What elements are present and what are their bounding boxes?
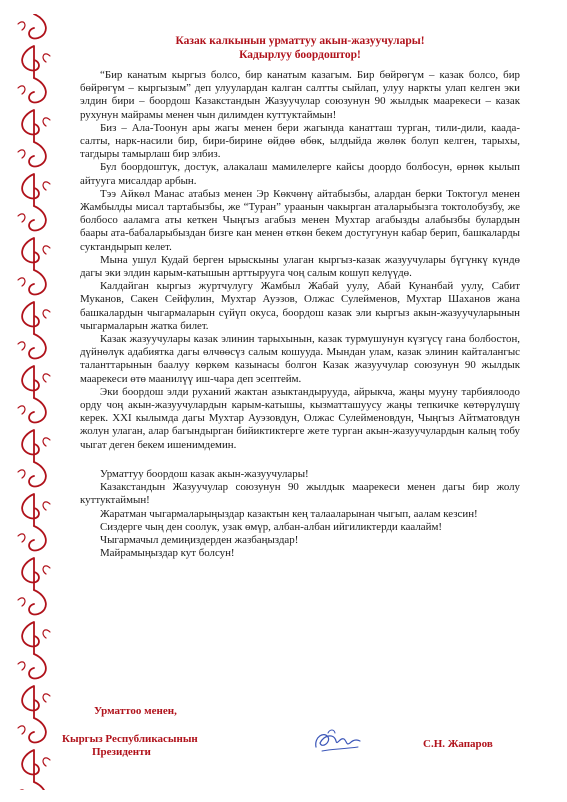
signature-icon [310,725,365,757]
letter-body [80,69,520,452]
signatory-title-line-2: Президенти [92,746,151,758]
regards-text: Урматтоо менен, [94,705,177,717]
letter-closing [80,468,520,560]
ornamental-border-icon [14,14,54,790]
paragraph: Бул боордоштук, достук, алакалаш мамилелерге кайсы доордо болбосун, өрнөк кылып айтууга мисалдар арбын. [80,161,520,187]
paragraph: Калдайган кыргыз журтчулугу Жамбыл Жабай уулу, Абай Кунанбай уулу, Сабит Муканов, Сакен Сейфулин, Мухтар Ауэзов, Олжас Сулейменов, Мухтар Шаханов жана башкалардын чыгармаларын сүйүп окуса, боордош казак эли кыргыз акын-жазуучуларынын чыгармаларын жатка билет. [80,280,520,332]
paragraph: Эки боордош элди руханий жактан азыктандырууда, айрыкча, жаңы мууну тарбиялоодо орду чоң акын-жазуучулардын карым-катышы, кызматташуусу жаңы тепкичке көтөрүлүшү керек. XXI кылымда дагы Мухтар Ауэзовдун, Олжас Сулейменовдун, Чыңгыз Айтматовдун жолун улаган, алар багындырган бийиктиктерге жете турган акын-жазуучулардын калың тобу чыгат деген бекем ишенимдемин. [80,385,520,451]
closing-line: Казакстандын Жазуучулар союзунун 90 жылдык маарекеси менен дагы бир жолу куттуктаймын! [80,481,520,507]
paragraph: Биз – Ала-Тоонун ары жагы менен бери жагында канатташ турган, тили-дили, каада-салты, нарк-насили бир, бири-бирине өйдөө өбөк, ылдыйда жөлөк болуп келген, тарыхы, тагдыры тамырлаш бир элбиз. [80,121,520,161]
closing-line: Жаратман чыгармаларыңыздар казактын кең талааларынан чыгып, аалам кезсин! [100,507,478,520]
paragraph: Казак жазуучулары казак элинин тарыхынын, казак турмушунун күзгүсү гана болбостон, дүйнөлүк адабиятка дагы өлчөөсүз салым кошууда. Мындан улам, казак элинин кайталангыс таланттарынын баалуу көркөм казынасы болгон Казак жазуучулар союзунун 90 жылдык маарекеси өтө маанилүү иш-чара деп эсептейм. [80,333,520,385]
letter-content [80,34,520,560]
signatory-name: С.Н. Жапаров [423,738,493,750]
greeting-line-1: Казак калкынын урматтуу акын-жазуучулары! [175,35,425,47]
closing-line: Сиздерге чың ден соолук, узак өмүр, албан-албан ийгиликтерди каалайм! [100,520,442,533]
paragraph: Мына ушул Кудай берген ырыскыны улаган кыргыз-казак жазуучулары бүгүнкү күндө дагы эки элдин карым-катышын арттырууга чоң салым кошуп келүүдө. [80,253,520,280]
closing-line: Майрамыңыздар кут болсун! [100,547,235,560]
greeting-line-2: Кадырлуу боордоштор! [239,49,361,61]
closing-line: Чыгармачыл демиңиздерден жазбаңыздар! [100,533,299,546]
paragraph: Тээ Айкөл Манас атабыз менен Эр Көкчөнү айтабызбы, алардан берки Токтогул менен Жамбылды мисал тартабызбы, же “Туран” ураанын чакырган аталарыбызга токтолобузбу, же болбосо ааламга аты кеткен Чыңгыз агабыз менен Мухтар агабызды алабызбы булардын баары ата-бабаларыбыздан бизге кан менен өткөн бекем достугунун кабар берип, башкаларды суктандырып келет. [80,187,520,253]
paragraph: “Бир канатым кыргыз болсо, бир канатым казагым. Бир бөйрөгүм – казак болсо, бир бөйрөгүм – кыргызым” деп улуулардан калган салтты сыйлап, улуу наркты улап келген эки элдин бири – боордош Казакстандын Жазуучулар союзунун 90 жылдык маарекеси – казак рухунун майрамы менен чын дилимден куттуктаймын! [80,69,520,121]
closing-line: Урматтуу боордош казак акын-жазуучулары! [100,467,309,480]
signatory-title-line-1: Кыргыз Республикасынын [62,733,198,745]
signatory-title [62,733,232,759]
